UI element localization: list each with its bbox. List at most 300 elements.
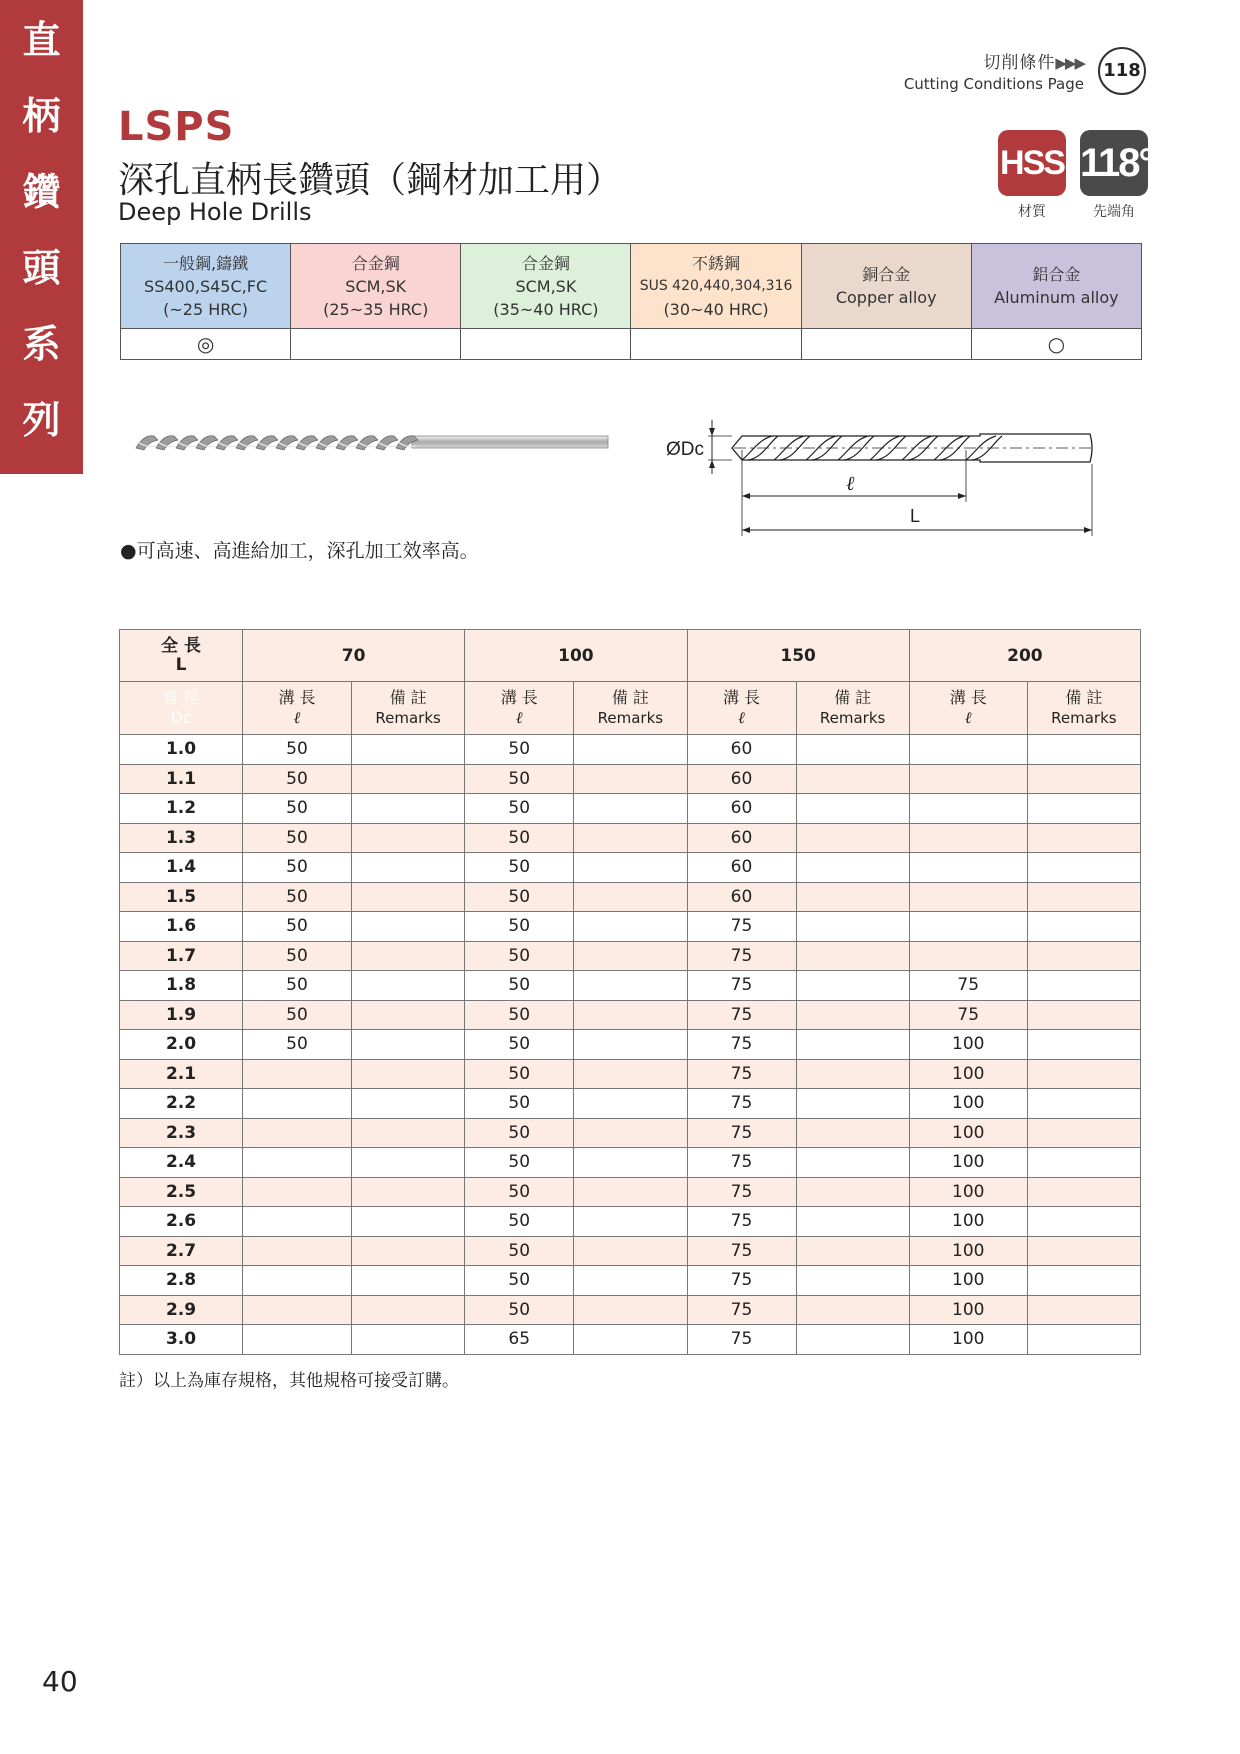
material-cell <box>121 244 291 329</box>
diameter-cell: 2.7 <box>120 1236 243 1266</box>
flute-length-cell: 50 <box>465 1295 574 1325</box>
flute-length-cell: 75 <box>687 971 796 1001</box>
remarks-cell <box>352 1148 465 1178</box>
sidebar-char: 鑽 <box>22 170 61 214</box>
sidebar-char: 列 <box>22 398 61 442</box>
remarks-cell <box>352 882 465 912</box>
remarks-label: 備 註 <box>834 688 872 707</box>
flute-length-cell <box>243 1325 352 1355</box>
diameter-cell: 1.7 <box>120 941 243 971</box>
flute-length-cell: 50 <box>243 794 352 824</box>
remarks-cell <box>796 1177 909 1207</box>
remarks-cell <box>1027 794 1140 824</box>
workpiece-material-table <box>120 243 1142 360</box>
table-row <box>120 1295 1141 1325</box>
flute-length-cell: 50 <box>243 764 352 794</box>
remarks-cell <box>352 1000 465 1030</box>
table-row <box>120 1236 1141 1266</box>
arrow-icons: ▶▶▶ <box>1055 54 1084 72</box>
flute-length-cell: 75 <box>687 1000 796 1030</box>
material-cell <box>631 244 801 329</box>
suitability-mark: ◎ <box>121 329 291 360</box>
flute-length-cell: 50 <box>465 1207 574 1237</box>
table-row <box>120 794 1141 824</box>
flute-length-cell: 50 <box>243 971 352 1001</box>
material-l2: Copper alloy <box>835 288 937 307</box>
table-row <box>120 1177 1141 1207</box>
flute-length-cell <box>909 882 1027 912</box>
flute-length-cell: 75 <box>687 1059 796 1089</box>
cutting-conditions-link[interactable] <box>904 48 1084 93</box>
remarks-cell <box>1027 1059 1140 1089</box>
flute-length-cell: 60 <box>687 853 796 883</box>
flute-length-cell: 75 <box>909 971 1027 1001</box>
remarks-cell <box>796 853 909 883</box>
suitability-mark: ○ <box>971 329 1141 360</box>
flute-symbol: ℓ <box>515 708 523 727</box>
remarks-cell <box>796 1089 909 1119</box>
diameter-cell: 1.3 <box>120 823 243 853</box>
flute-length-cell: 60 <box>687 794 796 824</box>
remarks-cell <box>574 1295 687 1325</box>
diameter-cell: 2.2 <box>120 1089 243 1119</box>
table-row <box>120 823 1141 853</box>
flute-length-cell: 75 <box>909 1000 1027 1030</box>
flute-length-cell <box>243 1177 352 1207</box>
diameter-cell: 2.5 <box>120 1177 243 1207</box>
material-l3: (35~40 HRC) <box>493 299 599 319</box>
diameter-cell: 2.9 <box>120 1295 243 1325</box>
product-title-zh: 深孔直柄長鑽頭（鋼材加工用） <box>118 160 623 201</box>
flute-length-cell <box>909 764 1027 794</box>
total-length-header <box>120 630 243 682</box>
flute-length-cell <box>909 823 1027 853</box>
flute-length-cell: 50 <box>465 1118 574 1148</box>
flute-length-cell: 100 <box>909 1295 1027 1325</box>
flute-length-cell: 60 <box>687 735 796 765</box>
flute-length-cell: 50 <box>465 764 574 794</box>
sidebar-char: 直 <box>22 18 61 62</box>
flute-length-header <box>687 682 796 735</box>
sidebar-char: 頭 <box>22 246 61 290</box>
material-l2: Aluminum alloy <box>994 288 1119 307</box>
remarks-cell <box>796 1030 909 1060</box>
table-row <box>120 1089 1141 1119</box>
flute-length-cell: 50 <box>465 1236 574 1266</box>
flute-length-cell <box>243 1118 352 1148</box>
flute-length-cell: 75 <box>687 912 796 942</box>
material-cell <box>801 244 971 329</box>
flute-label: 溝 長 <box>278 688 316 707</box>
remarks-cell <box>796 823 909 853</box>
flute-length-cell: 50 <box>243 1030 352 1060</box>
diameter-cell: 2.8 <box>120 1266 243 1296</box>
flute-length-cell: 50 <box>465 971 574 1001</box>
flute-symbol: ℓ <box>964 708 972 727</box>
flute-length-cell: 75 <box>687 1207 796 1237</box>
table-row <box>120 1148 1141 1178</box>
remarks-cell <box>1027 1089 1140 1119</box>
flute-length-cell: 65 <box>465 1325 574 1355</box>
remarks-cell <box>1027 912 1140 942</box>
remarks-en: Remarks <box>1051 709 1117 727</box>
flute-length-cell <box>909 794 1027 824</box>
table-row <box>120 764 1141 794</box>
flute-length-cell: 50 <box>465 1089 574 1119</box>
flute-length-cell: 60 <box>687 882 796 912</box>
remarks-cell <box>352 1177 465 1207</box>
remarks-en: Remarks <box>375 709 441 727</box>
remarks-cell <box>352 1266 465 1296</box>
remarks-cell <box>574 971 687 1001</box>
material-l2: SCM,SK <box>345 276 407 296</box>
drill-dimension-diagram <box>660 402 1100 542</box>
remarks-cell <box>352 794 465 824</box>
flute-length-cell: 60 <box>687 823 796 853</box>
remarks-cell <box>796 764 909 794</box>
remarks-label: 備 註 <box>611 688 649 707</box>
product-title-en: Deep Hole Drills <box>118 198 312 226</box>
flute-length-cell: 100 <box>909 1148 1027 1178</box>
remarks-cell <box>352 1236 465 1266</box>
table-row <box>120 1059 1141 1089</box>
table-row <box>120 1325 1141 1355</box>
length-header: 150 <box>687 630 909 682</box>
remarks-cell <box>352 1089 465 1119</box>
remarks-cell <box>352 1207 465 1237</box>
remarks-cell <box>574 1236 687 1266</box>
diameter-label: 直 徑 <box>162 688 200 707</box>
remarks-cell <box>574 735 687 765</box>
remarks-cell <box>796 1266 909 1296</box>
material-l1: 鋁合金 <box>1032 265 1081 284</box>
remarks-cell <box>796 1148 909 1178</box>
material-l3: (~25 HRC) <box>163 299 248 319</box>
flute-length-cell: 75 <box>687 1325 796 1355</box>
remarks-cell <box>574 1059 687 1089</box>
flute-length-cell: 75 <box>687 941 796 971</box>
overall-length-label: L <box>910 506 921 526</box>
flute-length-cell <box>909 941 1027 971</box>
material-l1: 合金鋼 <box>351 253 400 273</box>
remarks-cell <box>1027 1236 1140 1266</box>
flute-length-cell <box>909 853 1027 883</box>
flute-length-cell <box>243 1207 352 1237</box>
flute-length-cell: 50 <box>243 1000 352 1030</box>
flute-length-cell: 75 <box>687 1118 796 1148</box>
flute-length-cell: 50 <box>465 853 574 883</box>
flute-length-cell: 100 <box>909 1236 1027 1266</box>
flute-length-label: ℓ <box>846 471 855 495</box>
remarks-cell <box>796 794 909 824</box>
remarks-cell <box>574 1030 687 1060</box>
flute-length-cell: 75 <box>687 1089 796 1119</box>
remarks-cell <box>574 1089 687 1119</box>
flute-symbol: ℓ <box>738 708 745 727</box>
specification-table <box>119 629 1141 1355</box>
remarks-cell <box>352 823 465 853</box>
remarks-cell <box>574 1177 687 1207</box>
remarks-cell <box>796 912 909 942</box>
page-number: 40 <box>42 1665 78 1698</box>
sidebar-series-label <box>0 0 83 474</box>
total-length-label: 全 長 <box>161 635 201 656</box>
remarks-cell <box>1027 1118 1140 1148</box>
flute-length-cell: 50 <box>465 1148 574 1178</box>
feature-text: ●可高速、高進給加工，深孔加工效率高。 <box>120 540 479 562</box>
table-row <box>120 735 1141 765</box>
remarks-cell <box>1027 735 1140 765</box>
diameter-cell: 1.5 <box>120 882 243 912</box>
flute-length-cell: 50 <box>465 735 574 765</box>
remarks-cell <box>1027 882 1140 912</box>
remarks-cell <box>574 853 687 883</box>
length-header: 70 <box>243 630 465 682</box>
remarks-cell <box>574 764 687 794</box>
flute-length-cell: 100 <box>909 1118 1027 1148</box>
diameter-cell: 2.6 <box>120 1207 243 1237</box>
flute-length-cell: 100 <box>909 1030 1027 1060</box>
flute-length-cell <box>243 1059 352 1089</box>
remarks-cell <box>352 1325 465 1355</box>
flute-length-cell: 75 <box>687 1030 796 1060</box>
remarks-cell <box>1027 1266 1140 1296</box>
remarks-cell <box>574 1148 687 1178</box>
remarks-cell <box>1027 853 1140 883</box>
flute-length-header <box>465 682 574 735</box>
remarks-header <box>796 682 909 735</box>
table-row <box>120 1030 1141 1060</box>
flute-length-cell: 75 <box>687 1177 796 1207</box>
diameter-header <box>120 682 243 735</box>
remarks-cell <box>1027 1207 1140 1237</box>
material-l1: 一般鋼,鑄鐵 <box>163 253 249 273</box>
flute-length-cell: 50 <box>243 853 352 883</box>
remarks-cell <box>352 971 465 1001</box>
flute-length-header <box>909 682 1027 735</box>
table-row <box>120 1118 1141 1148</box>
flute-length-cell: 50 <box>243 912 352 942</box>
flute-length-cell: 50 <box>465 1000 574 1030</box>
remarks-cell <box>352 1030 465 1060</box>
flute-length-cell: 100 <box>909 1207 1027 1237</box>
flute-length-cell: 50 <box>465 794 574 824</box>
flute-length-cell: 50 <box>243 823 352 853</box>
flute-length-cell: 50 <box>465 941 574 971</box>
remarks-cell <box>1027 1325 1140 1355</box>
material-l1: 銅合金 <box>862 265 911 284</box>
diameter-cell: 2.4 <box>120 1148 243 1178</box>
sidebar-char: 柄 <box>22 94 61 138</box>
remarks-cell <box>1027 941 1140 971</box>
flute-length-cell: 50 <box>465 1030 574 1060</box>
point-angle-badge: 118° <box>1080 130 1148 196</box>
remarks-cell <box>352 764 465 794</box>
table-row <box>120 912 1141 942</box>
product-code: LSPS <box>118 104 235 150</box>
flute-label: 溝 長 <box>949 688 987 707</box>
diameter-cell: 1.4 <box>120 853 243 883</box>
diameter-cell: 2.1 <box>120 1059 243 1089</box>
stock-note: 註）以上為庫存規格，其他規格可接受訂購。 <box>119 1371 459 1391</box>
remarks-cell <box>796 1295 909 1325</box>
diameter-cell: 1.0 <box>120 735 243 765</box>
material-l1: 合金鋼 <box>521 253 570 273</box>
flute-label: 溝 長 <box>722 688 761 707</box>
remarks-cell <box>1027 1295 1140 1325</box>
diameter-cell: 1.8 <box>120 971 243 1001</box>
remarks-cell <box>796 1236 909 1266</box>
flute-length-header <box>243 682 352 735</box>
remarks-cell <box>574 882 687 912</box>
remarks-cell <box>796 1000 909 1030</box>
diameter-symbol: Dc <box>170 708 192 727</box>
remarks-cell <box>796 941 909 971</box>
flute-length-cell <box>243 1295 352 1325</box>
remarks-cell <box>796 1059 909 1089</box>
dc-label: ØDc <box>666 439 704 460</box>
material-l2: SCM,SK <box>515 276 577 296</box>
remarks-cell <box>796 971 909 1001</box>
diameter-cell: 1.2 <box>120 794 243 824</box>
remarks-cell <box>1027 1000 1140 1030</box>
material-l3: (25~35 HRC) <box>323 299 429 319</box>
remarks-cell <box>352 1059 465 1089</box>
flute-length-cell: 75 <box>687 1148 796 1178</box>
table-row <box>120 1266 1141 1296</box>
table-row <box>120 971 1141 1001</box>
table-row <box>120 941 1141 971</box>
material-l3: (30~40 HRC) <box>663 299 769 319</box>
diameter-cell: 1.1 <box>120 764 243 794</box>
remarks-cell <box>796 1325 909 1355</box>
material-l2: SUS 420,440,304,316 <box>639 277 793 294</box>
material-cell <box>291 244 461 329</box>
remarks-header <box>1027 682 1140 735</box>
suitability-mark <box>461 329 631 360</box>
remarks-cell <box>352 1118 465 1148</box>
material-badge: HSS <box>998 130 1066 196</box>
remarks-cell <box>796 1118 909 1148</box>
remarks-cell <box>574 823 687 853</box>
flute-label: 溝 長 <box>500 688 538 707</box>
remarks-en: Remarks <box>597 709 664 727</box>
suitability-mark <box>801 329 971 360</box>
remarks-cell <box>574 1000 687 1030</box>
flute-length-cell <box>909 735 1027 765</box>
material-caption: 材質 <box>1018 204 1046 220</box>
length-header: 100 <box>465 630 687 682</box>
flute-length-cell <box>243 1148 352 1178</box>
material-l1: 不銹鋼 <box>692 253 741 273</box>
remarks-label: 備 註 <box>389 688 427 707</box>
flute-length-cell: 100 <box>909 1325 1027 1355</box>
remarks-header <box>352 682 465 735</box>
remarks-cell <box>1027 1177 1140 1207</box>
remarks-cell <box>352 912 465 942</box>
table-row <box>120 1000 1141 1030</box>
remarks-cell <box>352 735 465 765</box>
flute-length-cell <box>909 912 1027 942</box>
remarks-cell <box>574 1266 687 1296</box>
flute-length-cell: 50 <box>465 1266 574 1296</box>
material-l2: SS400,S45C,FC <box>144 276 268 296</box>
table-row <box>120 853 1141 883</box>
flute-length-cell <box>243 1266 352 1296</box>
diameter-cell: 2.0 <box>120 1030 243 1060</box>
cutting-conditions-zh: 切削條件 <box>983 53 1056 73</box>
remarks-cell <box>352 941 465 971</box>
flute-length-cell: 100 <box>909 1059 1027 1089</box>
flute-length-cell: 50 <box>243 882 352 912</box>
flute-length-cell: 50 <box>465 1059 574 1089</box>
flute-length-cell: 100 <box>909 1177 1027 1207</box>
remarks-cell <box>574 941 687 971</box>
flute-length-cell: 60 <box>687 764 796 794</box>
table-row <box>120 882 1141 912</box>
flute-length-cell: 50 <box>465 1177 574 1207</box>
table-row <box>120 1207 1141 1237</box>
flute-length-cell: 50 <box>465 823 574 853</box>
flute-length-cell: 75 <box>687 1266 796 1296</box>
diameter-cell: 3.0 <box>120 1325 243 1355</box>
flute-length-cell: 100 <box>909 1089 1027 1119</box>
flute-length-cell: 75 <box>687 1236 796 1266</box>
sidebar-char: 系 <box>22 322 61 366</box>
suitability-mark <box>631 329 801 360</box>
flute-length-cell: 75 <box>687 1295 796 1325</box>
remarks-cell <box>574 1207 687 1237</box>
remarks-cell <box>574 1118 687 1148</box>
drill-photo <box>132 430 612 460</box>
remarks-cell <box>352 853 465 883</box>
angle-caption: 先端角 <box>1093 204 1135 220</box>
cutting-conditions-en: Cutting Conditions Page <box>903 75 1084 93</box>
flute-length-cell: 50 <box>465 912 574 942</box>
remarks-cell <box>796 735 909 765</box>
suitability-mark <box>291 329 461 360</box>
flute-length-cell: 100 <box>909 1266 1027 1296</box>
flute-length-cell <box>243 1236 352 1266</box>
remarks-en: Remarks <box>819 709 886 727</box>
remarks-cell <box>1027 823 1140 853</box>
remarks-header <box>574 682 687 735</box>
remarks-cell <box>1027 764 1140 794</box>
flute-length-cell: 50 <box>465 882 574 912</box>
remarks-cell <box>1027 971 1140 1001</box>
diameter-cell: 1.9 <box>120 1000 243 1030</box>
flute-length-cell <box>243 1089 352 1119</box>
cutting-conditions-page[interactable]: 118 <box>1098 47 1146 95</box>
flute-symbol: ℓ <box>293 708 301 727</box>
material-cell <box>971 244 1141 329</box>
remarks-cell <box>574 1325 687 1355</box>
remarks-cell <box>796 1207 909 1237</box>
flute-length-cell: 50 <box>243 941 352 971</box>
remarks-cell <box>1027 1030 1140 1060</box>
length-header: 200 <box>909 630 1140 682</box>
remarks-cell <box>1027 1148 1140 1178</box>
remarks-label: 備 註 <box>1065 688 1103 707</box>
remarks-cell <box>574 912 687 942</box>
flute-length-cell: 50 <box>243 735 352 765</box>
remarks-cell <box>796 882 909 912</box>
diameter-cell: 1.6 <box>120 912 243 942</box>
remarks-cell <box>574 794 687 824</box>
diameter-cell: 2.3 <box>120 1118 243 1148</box>
remarks-cell <box>352 1295 465 1325</box>
total-length-symbol: L <box>175 654 187 675</box>
